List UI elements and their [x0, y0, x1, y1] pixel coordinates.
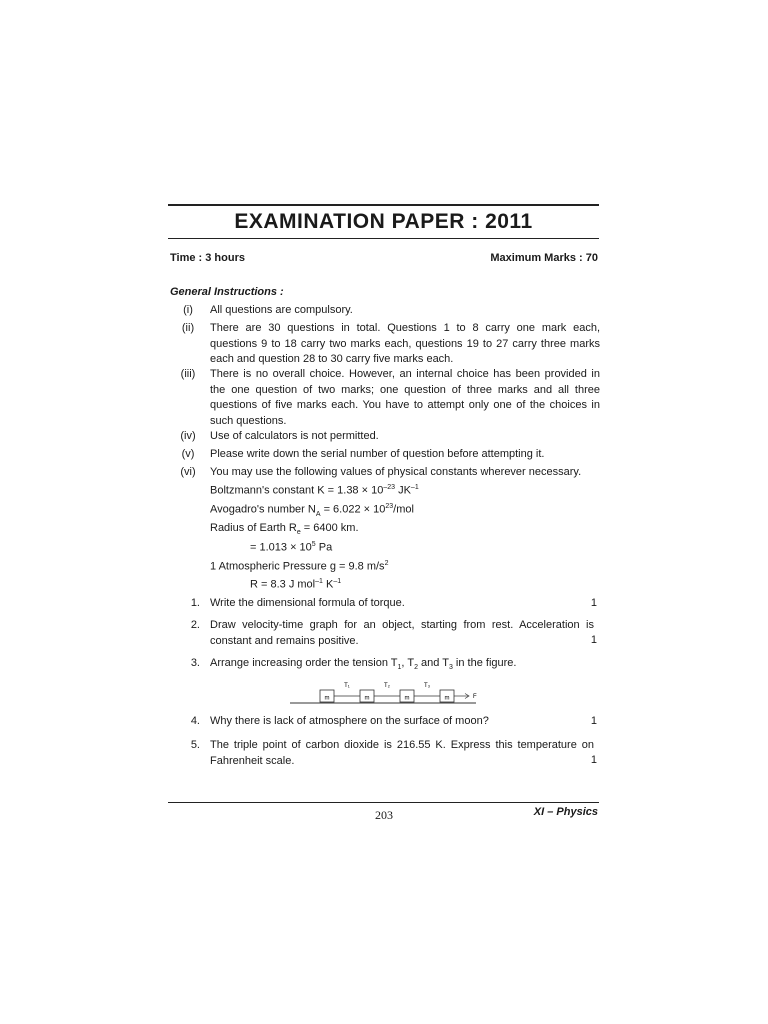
question-item	[170, 596, 600, 612]
tension-figure	[288, 680, 488, 706]
instruction-number: (i)	[183, 304, 193, 316]
instructions-heading: General Instructions :	[170, 286, 284, 298]
instruction-number: (ii)	[181, 322, 195, 334]
instruction-text: Please write down the serial number of question before attempting it.	[210, 448, 545, 460]
instruction-item	[170, 367, 600, 431]
instruction-item	[170, 447, 600, 463]
tension-2-label: T₂	[384, 683, 390, 689]
question-text: Arrange increasing order the tension $T_1$, $T_2$ and $T_3$ in the figure.	[210, 657, 517, 672]
tension-1-label: T₁	[344, 683, 350, 689]
instruction-number: (iii)	[180, 368, 196, 380]
instruction-item	[170, 303, 600, 319]
instruction-text: There is no overall choice. However, an internal choice has been provided in the one question of two marks; one question of three marks and all three questions of five marks each. You have to attempt only one of the choices in such questions.	[210, 368, 600, 427]
constant-pressure: = $1.013 \times 10^5$ Pa	[250, 541, 333, 554]
subject-label: XI – Physics	[533, 806, 598, 818]
max-marks-label: Maximum Marks : 70	[490, 252, 598, 264]
top-rule	[168, 204, 599, 206]
question-number: 5.	[190, 739, 200, 751]
instruction-text: You may use the following values of physical constants wherever necessary.	[210, 466, 582, 478]
instruction-number: (iv)	[180, 430, 196, 442]
question-text: The triple point of carbon dioxide is 216.55 K. Express this temperature on Fahrenheit scale.	[210, 739, 594, 767]
constant-avogadro: Avogadro's number $N_A = 6.022 \times 10^{23}/mol$	[210, 503, 414, 518]
block-3-label: m	[404, 695, 410, 702]
instruction-item	[170, 321, 600, 369]
question-number: 2.	[190, 619, 200, 631]
time-label: Time : 3 hours	[170, 252, 245, 264]
question-number: 4.	[190, 715, 200, 727]
page-number: 203	[375, 808, 393, 822]
constant-earth-radius: Radius of Earth $R_e = 6400$ km.	[210, 522, 359, 537]
title-rule	[168, 238, 599, 239]
question-marks: 1	[590, 715, 597, 727]
block-4-label: m	[444, 695, 450, 702]
constant-gas: R = 8.3 J mol$^{-1}$ $K^{-1}$	[250, 578, 342, 591]
constant-boltzmann: Boltzmann's constant $K = 1.38 \times 10^{-23}$ $JK^{-1}$	[210, 484, 419, 497]
instruction-number: (vi)	[180, 466, 196, 478]
instruction-text: Use of calculators is not permitted.	[210, 430, 379, 442]
force-label: F	[473, 694, 477, 700]
question-marks: 1	[590, 754, 597, 766]
question-marks: 1	[590, 634, 597, 646]
question-marks: 1	[590, 597, 597, 609]
instruction-text: All questions are compulsory.	[210, 304, 353, 316]
tension-3-label: T₃	[423, 683, 431, 689]
instruction-item	[170, 429, 600, 445]
question-text: Write the dimensional formula of torque.	[210, 597, 405, 609]
question-item	[170, 738, 600, 770]
question-number: 3.	[190, 657, 200, 669]
question-item	[170, 618, 600, 650]
instruction-text: There are 30 questions in total. Questions 1 to 8 carry one mark each, questions 9 to 18 carry two marks each, questions 19 to 27 carry three marks each and question 28 to 30 carry five marks each.	[210, 322, 600, 365]
question-text: Draw velocity-time graph for an object, starting from rest. Acceleration is constant and remains positive.	[210, 619, 594, 647]
footer-rule	[168, 802, 599, 803]
instruction-number: (v)	[181, 448, 195, 460]
constant-atmospheric: 1 Atmospheric Pressure g = 9.8 $m/s^2$	[210, 560, 389, 573]
question-number: 1.	[190, 597, 200, 609]
page-title: EXAMINATION PAPER : 2011	[234, 210, 533, 233]
question-text: Why there is lack of atmosphere on the surface of moon?	[210, 715, 489, 727]
question-item	[170, 656, 600, 672]
instruction-item	[170, 465, 600, 481]
block-1-label: m	[324, 695, 330, 702]
question-item	[170, 714, 600, 730]
block-2-label: m	[364, 695, 370, 702]
